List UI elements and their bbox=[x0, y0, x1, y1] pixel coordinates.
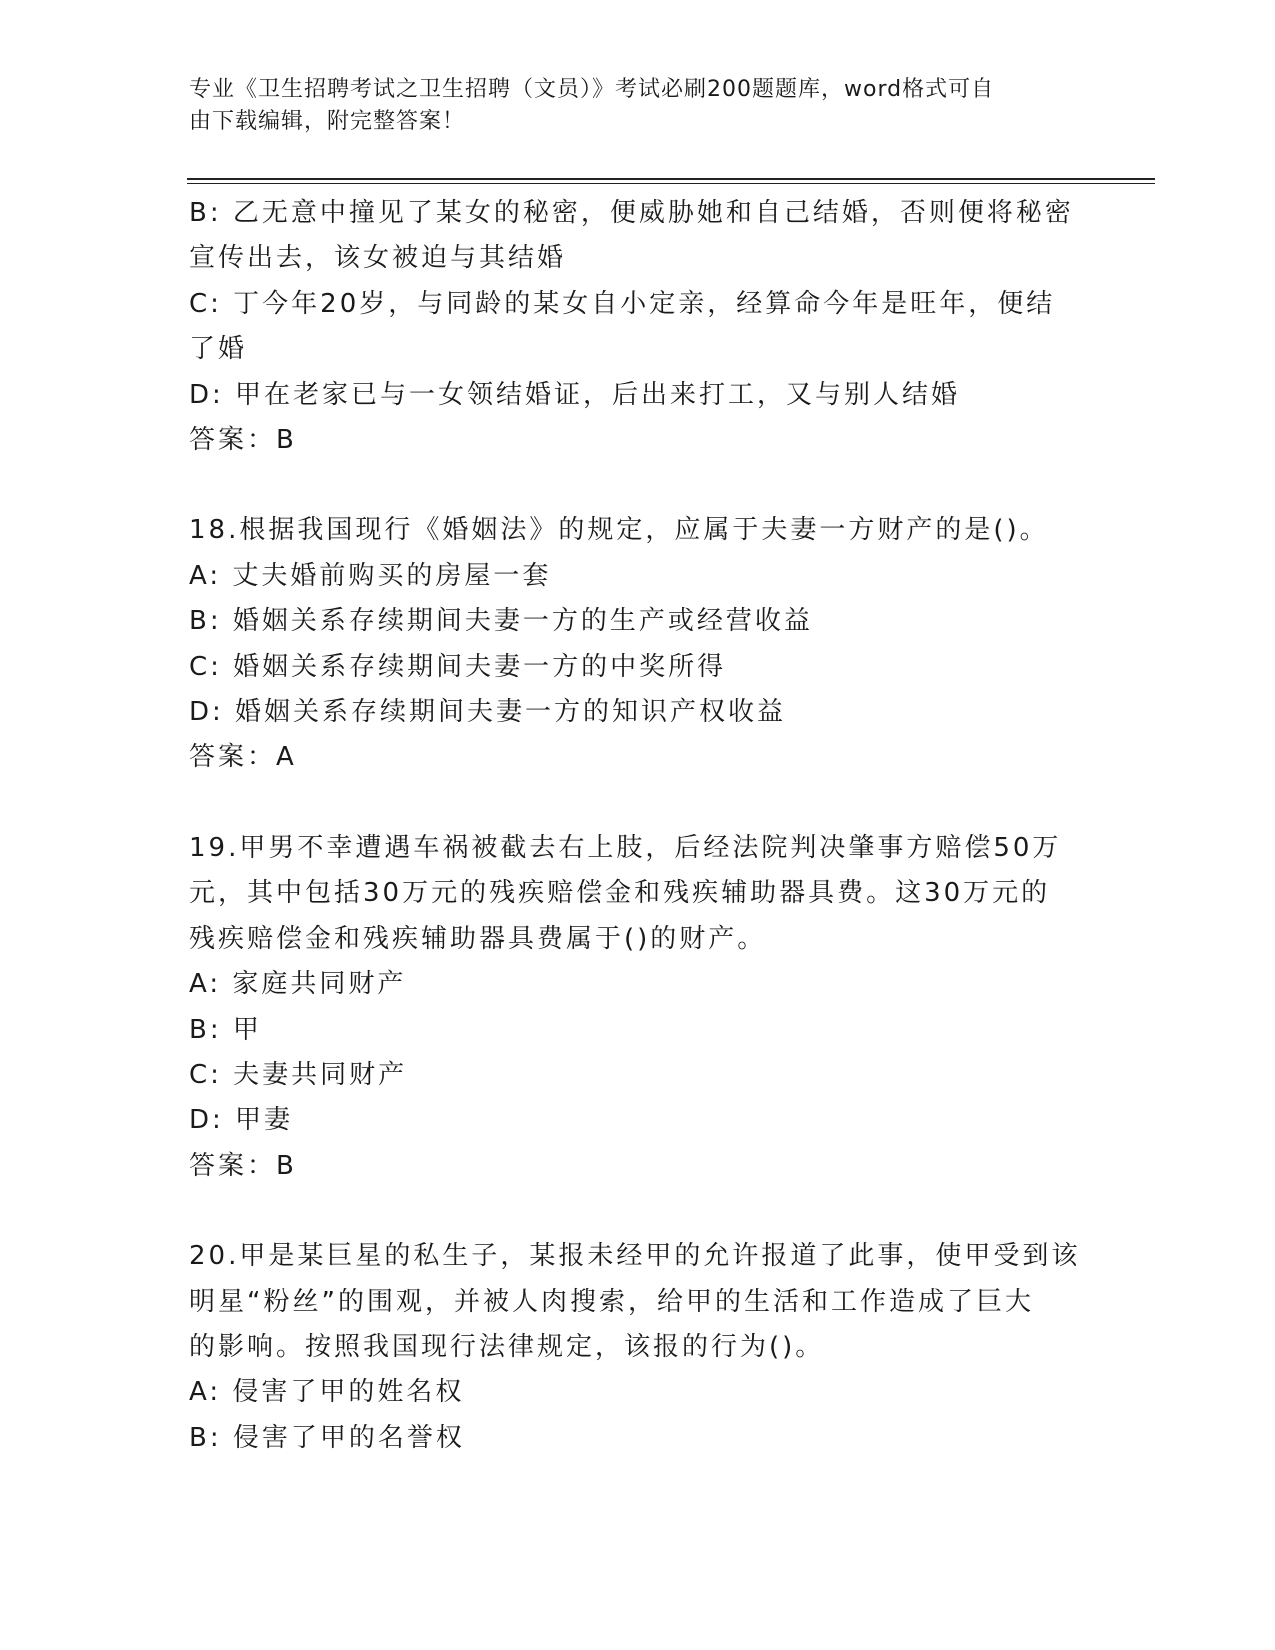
option-b: B: 侵害了甲的名誉权 bbox=[189, 1422, 465, 1453]
question-stem-line-3: 的影响。按照我国现行法律规定，该报的行为()。 bbox=[189, 1331, 825, 1362]
question-stem-line-1: 19.甲男不幸遭遇车祸被截去右上肢，后经法院判决肇事方赔偿50万 bbox=[189, 832, 1062, 863]
question-stem-line-2: 明星“粉丝”的围观，并被人肉搜索，给甲的生活和工作造成了巨大 bbox=[189, 1286, 1034, 1317]
question-stem-line-3: 残疾赔偿金和残疾辅助器具费属于()的财产。 bbox=[189, 923, 767, 954]
option-a: A: 家庭共同财产 bbox=[189, 969, 407, 1000]
option-b: B: 甲 bbox=[189, 1014, 262, 1045]
option-b-line-2: 宣传出去，该女被迫与其结婚 bbox=[189, 243, 567, 274]
option-c-line-1: C: 丁今年20岁，与同龄的某女自小定亲，经算命今年是旺年，便结 bbox=[189, 288, 1056, 319]
option-c: C: 夫妻共同财产 bbox=[189, 1059, 408, 1090]
option-b-line-1: B: 乙无意中撞见了某女的秘密，便威胁她和自己结婚，否则便将秘密 bbox=[189, 198, 1074, 228]
question-20 bbox=[189, 1234, 1089, 1461]
option-a: A: 侵害了甲的姓名权 bbox=[189, 1377, 465, 1408]
answer: 答案：B bbox=[189, 425, 297, 456]
question-19 bbox=[189, 826, 1089, 1189]
header-line-1: 专业《卫生招聘考试之卫生招聘（文员）》考试必刷200题题库，word格式可自 bbox=[189, 77, 995, 102]
option-d: D: 甲在老家已与一女领结婚证，后出来打工，又与别人结婚 bbox=[189, 379, 961, 410]
question-stem: 18.根据我国现行《婚姻法》的规定，应属于夫妻一方财产的是()。 bbox=[189, 515, 1049, 546]
answer: 答案：B bbox=[189, 1150, 297, 1181]
document-body bbox=[189, 191, 1089, 1461]
option-b: B: 婚姻关系存续期间夫妻一方的生产或经营收益 bbox=[189, 606, 813, 637]
option-a: A: 丈夫婚前购买的房屋一套 bbox=[189, 560, 552, 591]
option-c-line-2: 了婚 bbox=[189, 334, 248, 365]
question-17-tail bbox=[189, 191, 1089, 463]
option-c: C: 婚姻关系存续期间夫妻一方的中奖所得 bbox=[189, 651, 727, 682]
question-18 bbox=[189, 508, 1089, 780]
document-header bbox=[189, 74, 1069, 138]
option-d: D: 甲妻 bbox=[189, 1105, 294, 1136]
option-d: D: 婚姻关系存续期间夫妻一方的知识产权收益 bbox=[189, 697, 787, 728]
header-rule-thick bbox=[187, 178, 1155, 180]
question-stem-line-2: 元，其中包括30万元的残疾赔偿金和残疾辅助器具费。这30万元的 bbox=[189, 878, 1051, 909]
header-line-2: 由下载编辑，附完整答案！ bbox=[189, 109, 466, 134]
question-stem-line-1: 20.甲是某巨星的私生子，某报未经甲的允许报道了此事，使甲受到该 bbox=[189, 1241, 1081, 1272]
answer: 答案：A bbox=[189, 742, 297, 773]
header-rule-thin bbox=[187, 183, 1155, 184]
